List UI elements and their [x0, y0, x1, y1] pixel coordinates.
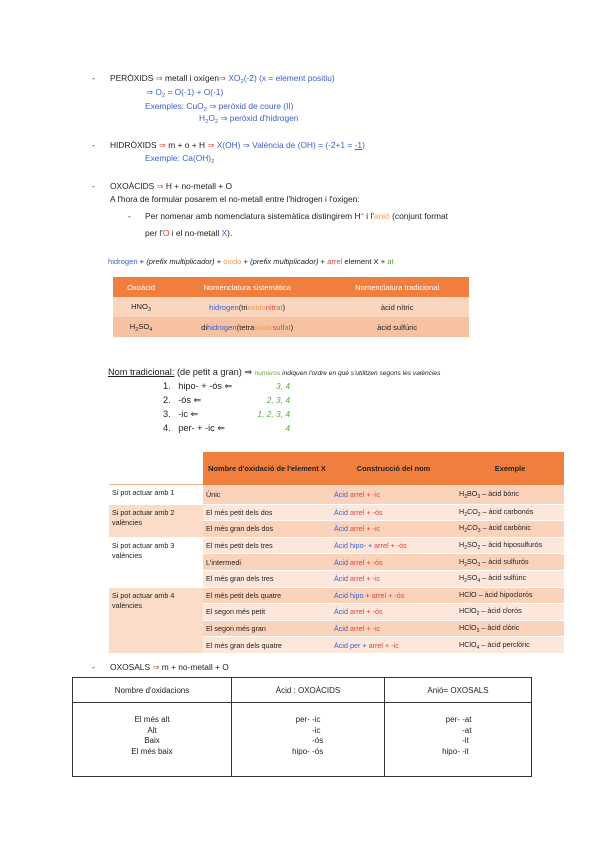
hidroxids-heading: HIDRÒXIDS ⇒ m + o + H ⇒ X(OH) ⇒ València de (OH) = (-2+1 = -1) — [110, 140, 365, 150]
bullet: - — [92, 662, 95, 672]
list-item: per- -at — [445, 715, 472, 724]
list-item: -it — [462, 736, 469, 745]
valence-group-label: Si pot actuar amb 3 valències — [109, 537, 203, 587]
anion-suffix-cell — [385, 703, 532, 777]
valence-group-label: Si pot actuar amb 2 valències — [109, 504, 203, 537]
table-row: El segon més petit Àcid arrel + -ós HClO$_2$ – àcid clorós — [109, 604, 564, 621]
list-item: 4. per- + -ic ⇐ — [163, 423, 225, 433]
oxidation-levels-cell — [73, 703, 232, 777]
peroxids-example-1: Exemples: CuO$_2$ ⇒ peròxid de coure (II) — [145, 101, 294, 113]
oxoacids-intro: A l'hora de formular posarem el no-metall entre l'hidrogen i l'oxigen: — [110, 194, 360, 204]
list-item: hipo- -it — [442, 746, 469, 756]
column-header: Nombre d'oxidacions — [73, 678, 232, 703]
list-item: -ós — [312, 736, 324, 745]
table-row: $H_2SO_4$ dihidrogen(tetraoxidosulfat) àcid sulfúric — [113, 317, 469, 337]
arrow-icon: ⇒ — [242, 140, 250, 150]
column-header: Construcció del nom — [331, 452, 456, 485]
table-row: $HNO_3$ hidrogen(trioxidonitrat) àcid nítric — [113, 297, 469, 317]
arrow-icon: ⇒ — [158, 140, 166, 150]
list-item: -ic — [312, 725, 321, 735]
valence-values: 2, 3, 4 — [266, 395, 290, 405]
table-row: Si pot actuar amb 3 valències El més petit dels tres Àcid hipo- + arrel + -ós $H_2SO_2$ – àcid hiposulfurós — [109, 537, 564, 554]
peroxids-title: PERÒXIDS — [110, 73, 154, 83]
oxosals-title: OXOSALS — [110, 662, 151, 672]
list-item: -at — [462, 725, 472, 735]
sub-bullet: - — [128, 211, 131, 221]
list-item: 3. -ic ⇐ — [163, 409, 199, 419]
list-item: El més alt — [134, 715, 170, 724]
valence-group-label: Si pot actuar amb 4 valències — [109, 587, 203, 653]
column-header: Nombre d'oxidació de l'element X — [203, 452, 331, 485]
arrow-icon: ⇒ — [152, 662, 160, 672]
valence-group-label: Si pot actuar amb 1 — [109, 485, 203, 505]
table-row: Si pot actuar amb 2 valències El més petit dels dos Àcid arrel + -ós $H_2CO_2$ – àcid carbonós — [109, 504, 564, 521]
hidroxids-title: HIDRÒXIDS — [110, 140, 157, 150]
list-item: hipo- -ós — [292, 746, 324, 756]
peroxids-line2: ⇒ $O_2 = O(-1) + O(-1)$ — [146, 87, 224, 99]
arrow-icon: ⇒ — [155, 73, 163, 83]
list-item: per- -ic — [295, 715, 321, 724]
table-row: El segon més gran Àcid arrel + -ic HClO$_3$ – àcid clòric — [109, 620, 564, 637]
arrow-icon: ⇒ — [218, 73, 227, 83]
column-header: Àcid : OXOÀCIDS — [232, 678, 385, 703]
traditional-nomenclature-table — [109, 452, 564, 654]
oxoacids-title: OXOÀCIDS — [110, 181, 155, 191]
valence-values: 1, 2, 3, 4 — [257, 409, 290, 419]
column-header: Oxoàcid — [113, 277, 169, 297]
table-row: Si pot actuar amb 1 Únic Àcid arrel + -ic $H_3BO_3$ – àcid bòric — [109, 485, 564, 505]
table-row: El més gran dels tres Àcid arrel + -ic $H_2SO_4$ – àcid sulfúric — [109, 570, 564, 587]
oxoacids-subpoint: Per nomenar amb nomenclatura sistemàtica distingirem H+ i l'anió (conjunt format — [145, 211, 448, 221]
oxoacids-heading: OXOÀCIDS ⇒ H + no-metall + O — [110, 181, 233, 191]
oxosals-heading: OXOSALS ⇒ m + no-metall + O — [110, 662, 229, 672]
column-header: Exemple — [456, 452, 564, 485]
traditional-name-heading: Nom tradicional: (de petit a gran) ⇒ numeros indiquen l'ordre en què s'utilitzen segons les valències — [108, 367, 441, 377]
list-item: El més baix — [131, 746, 173, 756]
list-item: 1. hipo- + -ós ⇐ — [163, 381, 233, 391]
hidroxids-example: Exemple: $Ca(OH)_2$ — [145, 153, 215, 165]
peroxids-heading: PERÒXIDS ⇒ metall i oxígen⇒ $XO_2(-2) (x$ = element positiu) — [110, 73, 335, 85]
list-item: Baix — [144, 736, 160, 745]
table-row: L'intermedi Àcid arrel + -ós $H_2SO_3$ – àcid sulfurós — [109, 554, 564, 571]
table-row: El més gran dels dos Àcid arrel + -ic $H_2CO_3$ – àcid carbònic — [109, 521, 564, 538]
arrow-icon: ⇒ — [207, 140, 215, 150]
acid-suffix-cell — [232, 703, 385, 777]
arrow-icon: ⇒ — [156, 181, 164, 191]
valence-values: 4 — [285, 423, 290, 433]
list-item: Alt — [147, 725, 157, 735]
systematic-nomenclature-table — [113, 277, 469, 337]
bullet: - — [92, 181, 95, 191]
column-header: Nomenclatura tradicional — [325, 277, 469, 297]
table-row: El més gran dels quatre Àcid per + arrel + -ic HClO$_4$ – àcid perclòric — [109, 637, 564, 654]
valence-values: 3, 4 — [276, 381, 290, 391]
naming-formula: hidrogen + (prefix multiplicador) + oxido + (prefix multiplicador) + arrel element X + at — [108, 257, 394, 266]
list-item: 2. -ós ⇐ — [163, 395, 202, 405]
peroxids-example-2: $H_2O_2$ ⇒ peròxid d'hidrogen — [199, 113, 299, 125]
bullet: - — [92, 140, 95, 150]
column-header: Anió= OXOSALS — [385, 678, 532, 703]
column-header: Nomenclatura sistemàtica — [169, 277, 325, 297]
oxosals-table — [72, 677, 532, 777]
bullet: - — [92, 73, 95, 83]
oxoacids-subpoint-2: per l'O i el no-metall X). — [145, 228, 233, 238]
table-row: Si pot actuar amb 4 valències El més petit dels quatre Àcid hipo + arrel + -ós HClO – àcid hipoclorós — [109, 587, 564, 604]
